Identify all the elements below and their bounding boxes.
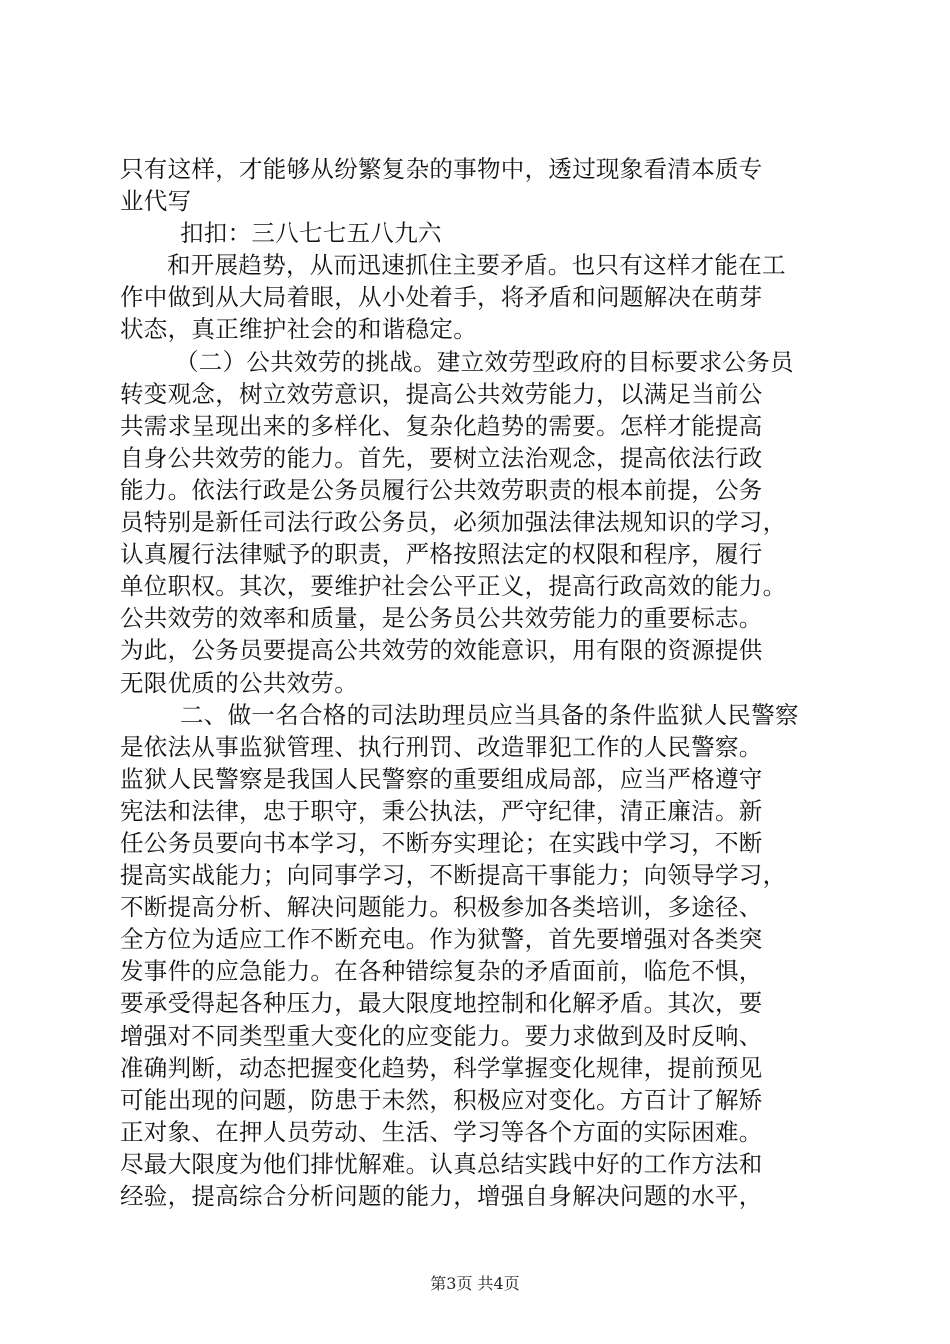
text-line: 和开展趋势，从而迅速抓住主要矛盾。也只有这样才能在工 [167, 251, 786, 280]
text-line: 提高实战能力；向同事学习，不断提高干事能力；向领导学习， [120, 861, 787, 890]
text-line: 是依法从事监狱管理、执行刑罚、改造罪犯工作的人民警察。 [120, 732, 763, 761]
text-line: 宪法和法律，忠于职守，秉公执法，严守纪律，清正廉洁。新 [120, 796, 763, 825]
text-line: 公共效劳的效率和质量，是公务员公共效劳能力的重要标志。 [120, 604, 763, 633]
text-line: 作中做到从大局着眼，从小处着手，将矛盾和问题解决在萌芽 [120, 283, 763, 312]
text-line: 只有这样，才能够从纷繁复杂的事物中，透过现象看清本质专 [120, 155, 763, 183]
text-line: 发事件的应急能力。在各种错综复杂的矛盾面前，临危不惧， [120, 957, 763, 986]
text-line: 单位职权。其次，要维护社会公平正义，提高行政高效的能力。 [120, 572, 787, 601]
text-line: 转变观念，树立效劳意识，提高公共效劳能力，以满足当前公 [120, 379, 763, 408]
page-number: 第3页 共4页 [430, 1274, 520, 1293]
text-line: 任公务员要向书本学习，不断夯实理论；在实践中学习，不断 [120, 828, 763, 857]
text-line: 共需求呈现出来的多样化、复杂化趋势的需要。怎样才能提高 [120, 411, 763, 440]
text-line: 能力。依法行政是公务员履行公共效劳职责的根本前提，公务 [120, 475, 763, 504]
text-line: 不断提高分析、解决问题能力。积极参加各类培训，多途径、 [120, 893, 763, 922]
text-line: 状态，真正维护社会的和谐稳定。 [120, 315, 477, 344]
text-line: 要承受得起各种压力，最大限度地控制和化解矛盾。其次，要 [120, 989, 763, 1018]
text-line: 自身公共效劳的能力。首先，要树立法治观念，提高依法行政 [120, 443, 763, 472]
text-line: （二）公共效劳的挑战。建立效劳型政府的目标要求公务员 [175, 347, 794, 376]
text-line: 监狱人民警察是我国人民警察的重要组成局部，应当严格遵守 [120, 764, 763, 793]
text-line: 二、做一名合格的司法助理员应当具备的条件监狱人民警察 [180, 700, 799, 729]
text-line: 尽最大限度为他们排忧解难。认真总结实践中好的工作方法和 [120, 1149, 763, 1178]
text-line: 认真履行法律赋予的职责，严格按照法定的权限和程序，履行 [120, 540, 763, 569]
page-footer [0, 1274, 950, 1294]
text-line: 为此，公务员要提高公共效劳的效能意识，用有限的资源提供 [120, 636, 763, 665]
text-line: 扣扣：三八七七五八九六 [180, 219, 442, 248]
text-line: 员特别是新任司法行政公务员，必须加强法律法规知识的学习， [120, 508, 787, 537]
text-line: 业代写 [120, 187, 192, 216]
text-line: 准确判断，动态把握变化趋势，科学掌握变化规律，提前预见 [120, 1053, 763, 1082]
text-line: 无限优质的公共效劳。 [120, 668, 358, 697]
text-line: 正对象、在押人员劳动、生活、学习等各个方面的实际困难。 [120, 1117, 763, 1146]
text-line: 可能出现的问题，防患于未然，积极应对变化。方百计了解矫 [120, 1085, 763, 1114]
document-body [120, 153, 840, 1212]
text-line: 全方位为适应工作不断充电。作为狱警，首先要增强对各类突 [120, 925, 763, 954]
text-line: 经验，提高综合分析问题的能力，增强自身解决问题的水平， [120, 1182, 763, 1210]
text-line: 增强对不同类型重大变化的应变能力。要力求做到及时反响、 [120, 1021, 763, 1050]
